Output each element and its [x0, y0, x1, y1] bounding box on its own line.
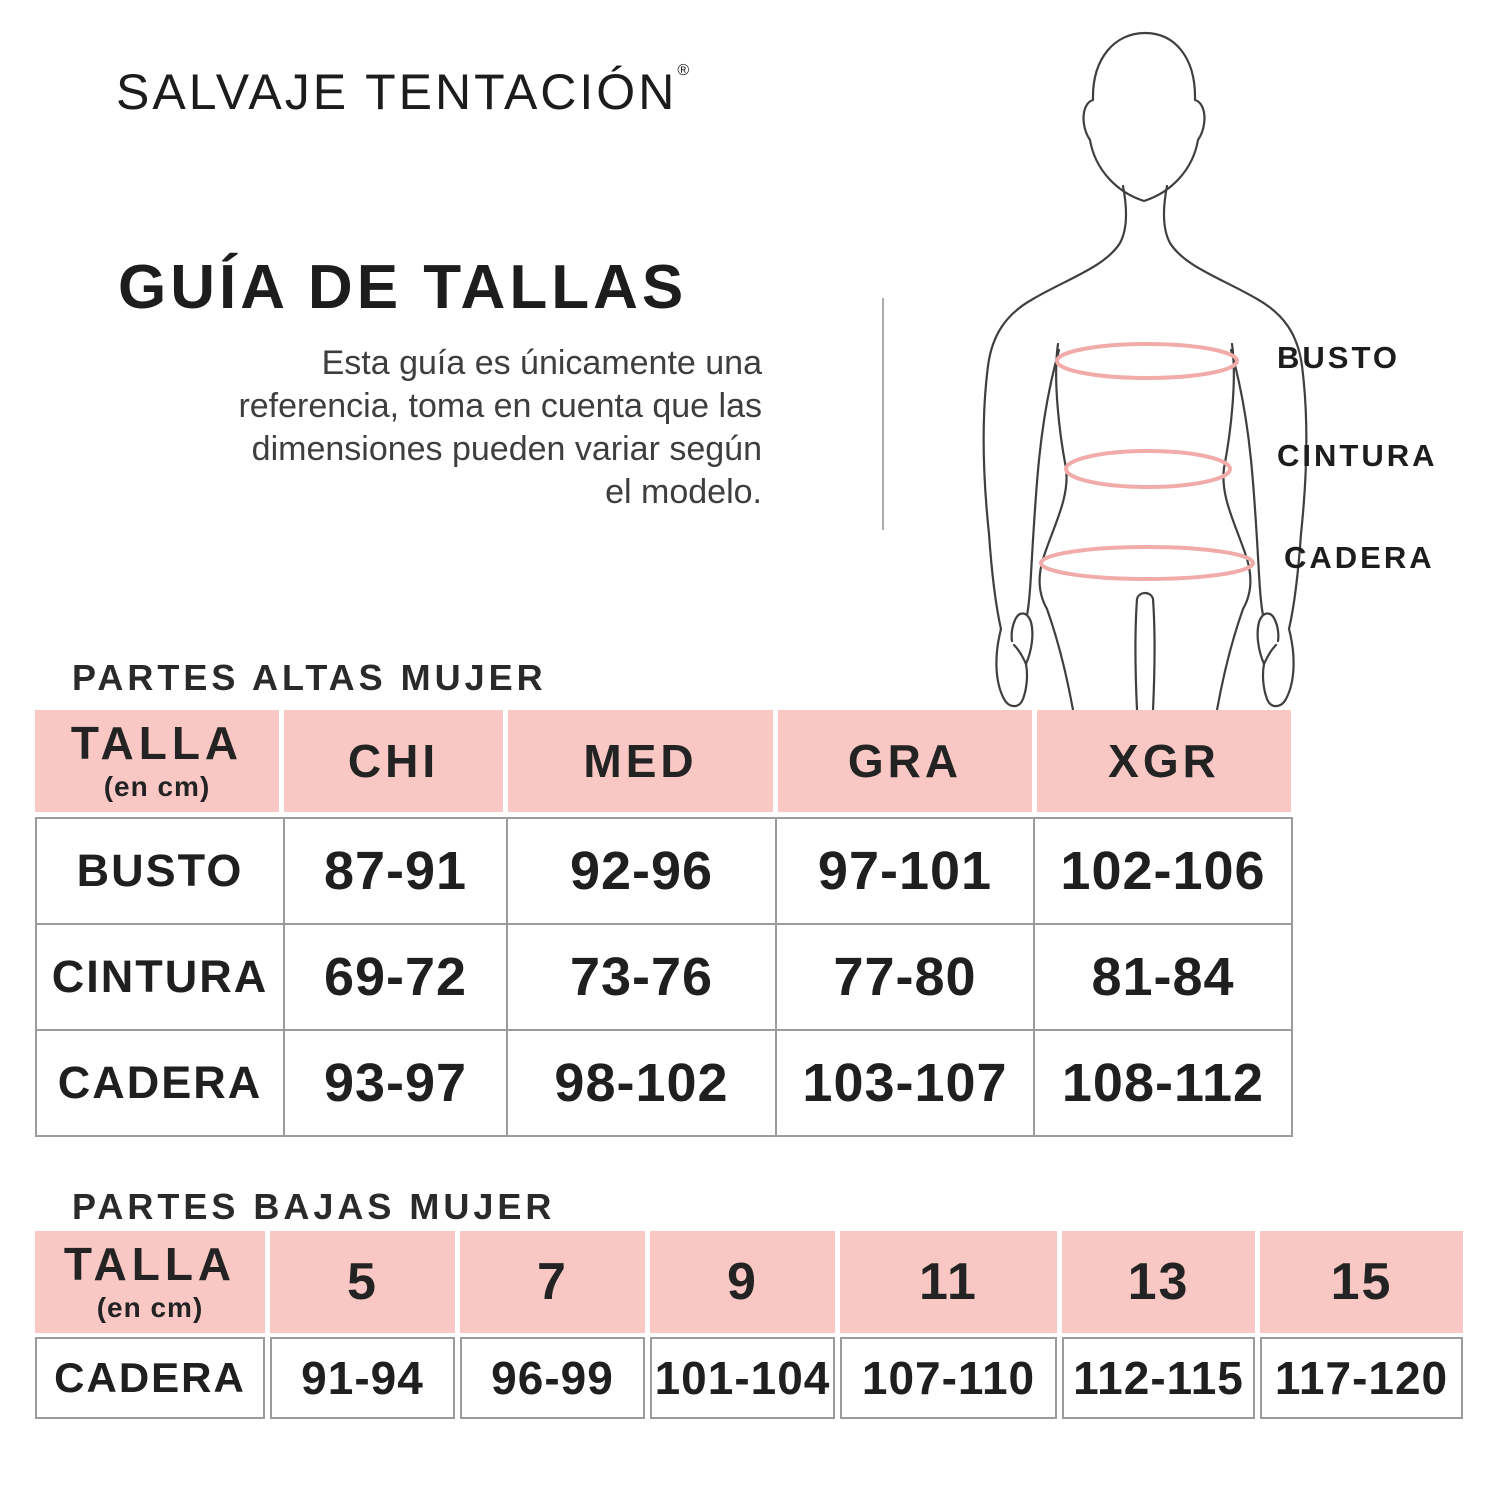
size-column-label: 15 — [1330, 1253, 1393, 1311]
header-cell-size — [650, 1231, 835, 1333]
silhouette-right-inner-arm — [1231, 350, 1263, 615]
section-title-partes-bajas: PARTES BAJAS MUJER — [72, 1186, 556, 1227]
silhouette-right-thumb — [1264, 645, 1276, 664]
row-label-cell: BUSTO — [37, 819, 285, 925]
registered-trademark-symbol: ® — [677, 62, 690, 79]
tops-table-body — [35, 817, 1293, 1137]
value-cell: 87-91 — [285, 819, 508, 925]
silhouette-left-arm — [984, 186, 1127, 629]
header-cell-size — [1260, 1231, 1463, 1333]
description-line: dimensiones pueden variar según — [251, 430, 762, 468]
cintura-label: CINTURA — [1277, 438, 1438, 473]
value-cell: 107-110 — [840, 1337, 1057, 1419]
header-cell-size — [270, 1231, 455, 1333]
size-column-label: 13 — [1127, 1253, 1190, 1311]
value-cell: 73-76 — [508, 925, 777, 1031]
vertical-divider — [882, 298, 884, 530]
waist-measure-line — [1066, 451, 1230, 487]
silhouette-left-torso — [1040, 344, 1073, 710]
bottoms-table-header — [35, 1231, 1468, 1333]
value-cell: 103-107 — [777, 1031, 1035, 1137]
value-cell: 81-84 — [1035, 925, 1293, 1031]
size-column-label: MED — [583, 735, 698, 787]
value-cell: 69-72 — [285, 925, 508, 1031]
value-cell: 98-102 — [508, 1031, 777, 1137]
size-column-label: 5 — [347, 1253, 378, 1311]
row-label-cell: CINTURA — [37, 925, 285, 1031]
header-cell-size — [778, 710, 1032, 812]
row-label-cell: CADERA — [37, 1031, 285, 1137]
header-cell-size — [508, 710, 773, 812]
header-cell-talla — [35, 1231, 265, 1333]
cadera-label: CADERA — [1284, 540, 1435, 575]
row-label-cell: CADERA — [35, 1337, 265, 1419]
silhouette-left-inner-arm — [1027, 350, 1059, 615]
value-cell: 112-115 — [1062, 1337, 1255, 1419]
busto-label: BUSTO — [1277, 340, 1400, 375]
silhouette-right-torso — [1217, 344, 1250, 710]
talla-label: TALLA — [70, 716, 244, 769]
silhouette-inner-legs — [1136, 593, 1155, 710]
value-cell: 93-97 — [285, 1031, 508, 1137]
value-cell: 102-106 — [1035, 819, 1293, 925]
brand-logo — [116, 62, 689, 121]
size-column-label: XGR — [1108, 735, 1220, 787]
silhouette-right-hand — [1258, 613, 1294, 706]
value-cell: 91-94 — [270, 1337, 455, 1419]
value-cell: 97-101 — [777, 819, 1035, 925]
bust-measure-line — [1057, 344, 1237, 378]
guide-description — [88, 342, 762, 514]
brand-name: SALVAJE TENTACIÓN — [116, 64, 678, 120]
silhouette-left-thumb — [1014, 645, 1026, 664]
talla-label: TALLA — [63, 1237, 237, 1290]
tops-table-header — [35, 710, 1291, 812]
silhouette-head — [1084, 33, 1205, 201]
header-cell-size — [284, 710, 503, 812]
value-cell: 117-120 — [1260, 1337, 1463, 1419]
talla-unit: (en cm) — [103, 770, 211, 802]
size-column-label: 7 — [537, 1253, 568, 1311]
header-cell-talla — [35, 710, 279, 812]
page-title: GUÍA DE TALLAS — [118, 253, 688, 322]
value-cell: 96-99 — [460, 1337, 645, 1419]
talla-unit: (en cm) — [96, 1291, 204, 1323]
section-title-partes-altas: PARTES ALTAS MUJER — [72, 657, 547, 698]
body-measurement-figure — [930, 22, 1330, 710]
silhouette-left-hand — [996, 613, 1032, 706]
header-cell-size — [1037, 710, 1291, 812]
size-column-label: 9 — [727, 1253, 758, 1311]
size-column-label: CHI — [347, 735, 440, 787]
header-cell-size — [840, 1231, 1057, 1333]
hip-measure-line — [1041, 547, 1253, 579]
bottoms-table-body — [35, 1337, 1468, 1419]
value-cell: 101-104 — [650, 1337, 835, 1419]
size-column-label: 11 — [919, 1253, 978, 1311]
value-cell: 92-96 — [508, 819, 777, 925]
header-cell-size — [460, 1231, 645, 1333]
description-line: referencia, toma en cuenta que las — [238, 387, 762, 425]
description-line: Esta guía es únicamente una — [321, 344, 762, 382]
description-line: el modelo. — [605, 473, 762, 511]
value-cell: 77-80 — [777, 925, 1035, 1031]
header-cell-size — [1062, 1231, 1255, 1333]
value-cell: 108-112 — [1035, 1031, 1293, 1137]
female-silhouette-illustration — [930, 22, 1330, 710]
size-column-label: GRA — [847, 735, 963, 787]
